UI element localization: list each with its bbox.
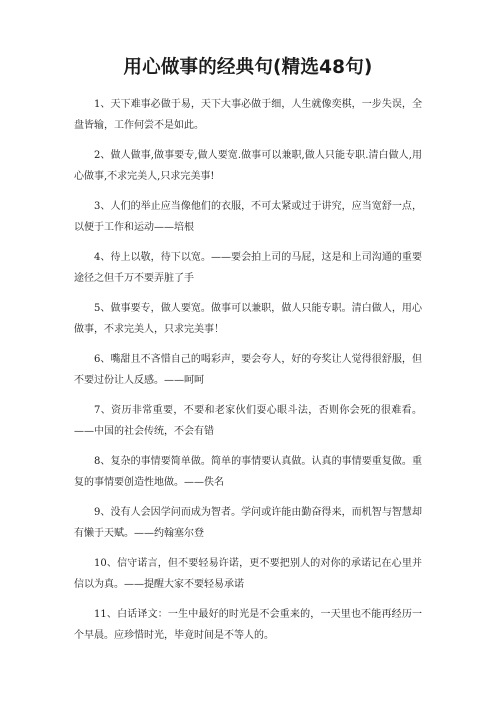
list-item: 11、白话译文：一生中最好的时光是不会重来的，一天里也不能再经历一个早晨。应珍惜时光，毕竟时间是不等人的。: [74, 609, 422, 641]
list-item: 3、人们的举止应当像他们的衣服，不可太紧或过于讲究，应当宽舒一点，以便于工作和运动——培根: [74, 201, 422, 233]
quote-list: [74, 94, 422, 646]
list-item: 10、信守诺言，但不要轻易许诺，更不要把别人的对你的承诺记在心里并信以为真。——提醒大家不要轻易承诺: [74, 558, 422, 590]
list-item: 7、资历非常重要，不要和老家伙们耍心眼斗法，否则你会死的很难看。——中国的社会传统，不会有错: [74, 405, 422, 437]
list-item: 9、没有人会因学问而成为智者。学问或许能由勤奋得来，而机智与智慧却有懒于天赋。——约翰塞尔登: [74, 507, 422, 539]
list-item: 1、天下难事必做于易，天下大事必做于细，人生就像奕棋，一步失误，全盘皆输，工作何尝不是如此。: [74, 99, 422, 131]
list-item: 4、待上以敬，待下以宽。——要会拍上司的马屁，这是和上司沟通的重要途径之但千万不要弄脏了手: [74, 252, 422, 284]
document-title: 用心做事的经典句(精选48句): [123, 57, 373, 78]
list-item: 2、做人做事,做事要专,做人要宽.做事可以兼职,做人只能专职.清白做人,用心做事,不求完美人,只求完美事!: [74, 150, 422, 182]
list-item: 8、复杂的事情要简单做。简单的事情要认真做。认真的事情要重复做。重复的事情要创造性地做。——佚名: [74, 456, 422, 488]
list-item: 5、做事要专，做人要宽。做事可以兼职，做人只能专职。清白做人，用心做事，不求完美人，只求完美事！: [74, 303, 422, 335]
list-item: 6、嘴甜且不吝惜自己的喝彩声，要会夸人，好的夸奖让人觉得很舒服，但不要过份让人反感。——呵呵: [74, 354, 422, 386]
